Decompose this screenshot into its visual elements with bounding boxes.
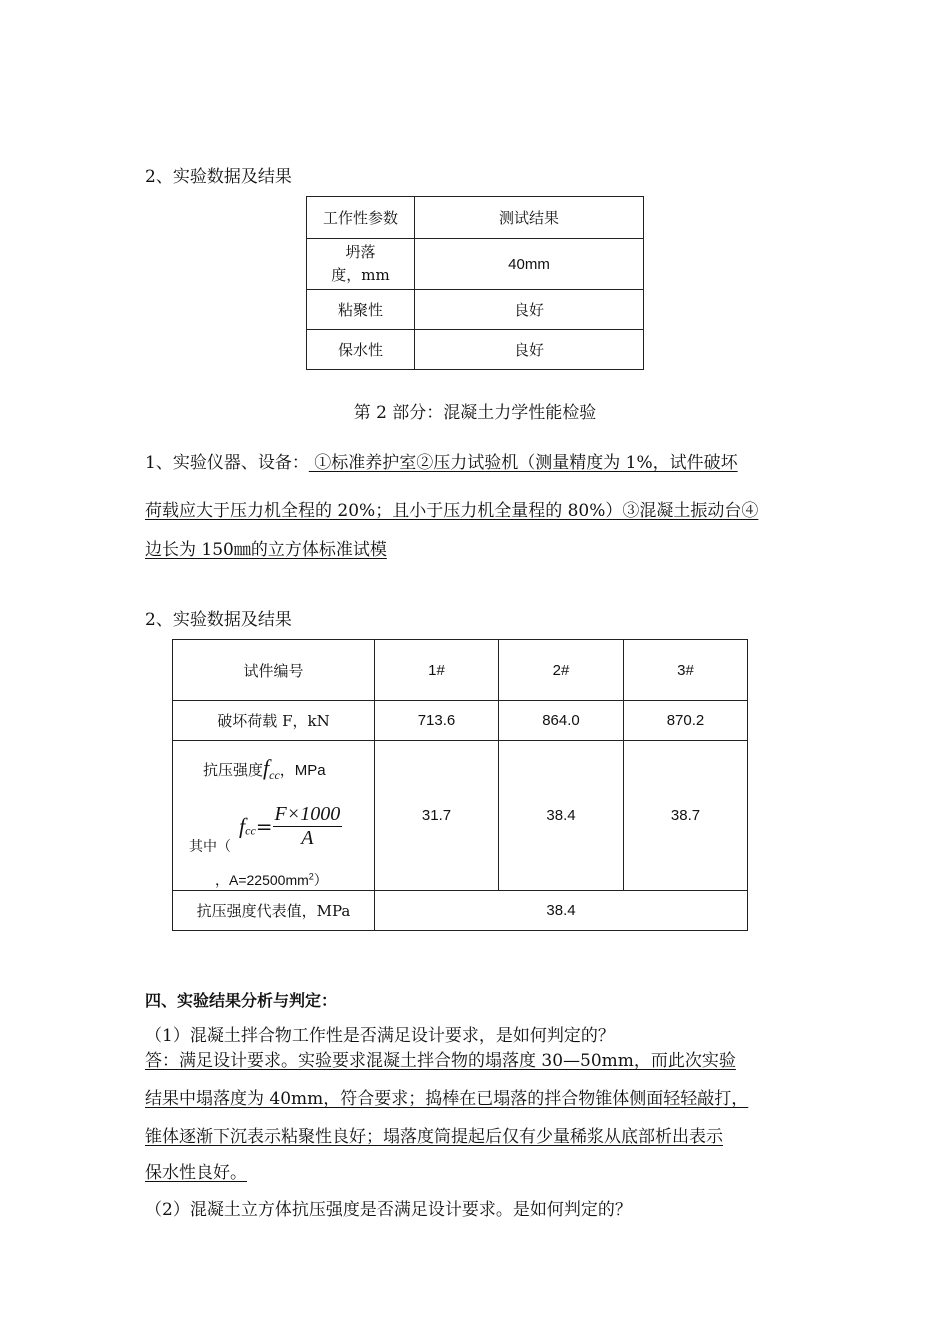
- equipment-label: 1、实验仪器、设备：: [145, 453, 309, 473]
- question-1: （1）混凝土拌合物工作性是否满足设计要求，是如何判定的？: [145, 1026, 615, 1046]
- strength-label-cell: [173, 741, 375, 891]
- formula-numerator: F×1000: [274, 803, 341, 825]
- area-superscript: 2: [308, 871, 314, 882]
- load-value-cell: 864.0: [499, 701, 624, 741]
- header-cell: 工作性参数: [307, 197, 415, 239]
- slump-value-cell: 40mm: [415, 239, 644, 290]
- answer-1-line-1: 答：满足设计要求。实验要求混凝土拌合物的塌落度 30—50mm，而此次实验: [145, 1051, 736, 1071]
- slump-label-line: 度，mm: [331, 266, 390, 284]
- table-row: [173, 741, 748, 891]
- section-heading-test-data: 2、实验数据及结果: [145, 167, 292, 187]
- strength-subscript: cc: [269, 768, 280, 782]
- formula-equals: =: [255, 814, 273, 839]
- table-row: [173, 701, 748, 741]
- cohesion-value-cell: 良好: [415, 290, 644, 330]
- strength-value-cell: 38.7: [624, 741, 748, 891]
- formula: [239, 803, 342, 850]
- table-row: [307, 290, 644, 330]
- area-note-close: ）: [313, 872, 328, 888]
- analysis-heading: 四、实验结果分析与判定：: [145, 991, 338, 1010]
- formula-fraction: [273, 803, 343, 850]
- equipment-line-3: 边长为 150㎜的立方体标准试模: [145, 540, 387, 560]
- formula-subscript: cc: [245, 823, 256, 838]
- table-row: [173, 891, 748, 931]
- specimen-number-cell: 2#: [499, 640, 624, 701]
- load-value-cell: 870.2: [624, 701, 748, 741]
- strength-label: [203, 755, 326, 783]
- strength-value-cell: 38.4: [499, 741, 624, 891]
- question-2: （2）混凝土立方体抗压强度是否满足设计要求。是如何判定的？: [145, 1200, 632, 1220]
- water-retention-label-cell: 保水性: [307, 330, 415, 370]
- water-retention-value-cell: 良好: [415, 330, 644, 370]
- section-heading-test-data-2: 2、实验数据及结果: [145, 610, 292, 630]
- specimen-number-cell: 3#: [624, 640, 748, 701]
- area-note: [215, 870, 328, 890]
- table-row: [307, 197, 644, 239]
- strength-unit: ，MPa: [279, 762, 326, 779]
- specimen-number-cell: 1#: [375, 640, 499, 701]
- equipment-line-2: 荷载应大于压力机全程的 20%；且小于压力机全量程的 80%）③混凝土振动台④: [145, 501, 759, 521]
- slump-label-cell: [307, 239, 415, 290]
- load-value-cell: 713.6: [375, 701, 499, 741]
- workability-table: [306, 196, 644, 370]
- strength-symbol: f: [263, 755, 270, 780]
- answer-1-line-4: 保水性良好。: [145, 1163, 247, 1183]
- formula-symbol: f: [239, 813, 246, 839]
- part2-title: 第 2 部分：混凝土力学性能检验: [353, 403, 597, 423]
- cohesion-label-cell: 粘聚性: [307, 290, 415, 330]
- equipment-line-1: [145, 448, 738, 473]
- representative-label-cell: 抗压强度代表值，MPa: [173, 891, 375, 931]
- table-row: [173, 640, 748, 701]
- answer-1-line-2: 结果中塌落度为 40mm，符合要求；捣棒在已塌落的拌合物锥体侧面轻轻敲打，: [145, 1089, 749, 1109]
- table-row: [307, 239, 644, 290]
- formula-prefix: 其中（: [189, 839, 231, 855]
- header-cell: 测试结果: [415, 197, 644, 239]
- strength-table: [172, 639, 748, 931]
- strength-value-cell: 31.7: [375, 741, 499, 891]
- slump-label-line: 坍落: [345, 243, 376, 261]
- table-row: [307, 330, 644, 370]
- representative-value-cell: 38.4: [375, 891, 748, 931]
- load-label-cell: 破坏荷载 F，kN: [173, 701, 375, 741]
- strength-label-text: 抗压强度: [203, 761, 264, 779]
- specimen-header-cell: 试件编号: [173, 640, 375, 701]
- formula-denominator: A: [301, 827, 314, 849]
- answer-1-line-3: 锥体逐渐下沉表示粘聚性良好；塌落度筒提起后仅有少量稀浆从底部析出表示: [145, 1127, 723, 1147]
- area-note-text: ，A=22500mm: [215, 872, 309, 888]
- equipment-text: ①标准养护室②压力试验机（测量精度为 1%，试件破坏: [308, 453, 738, 473]
